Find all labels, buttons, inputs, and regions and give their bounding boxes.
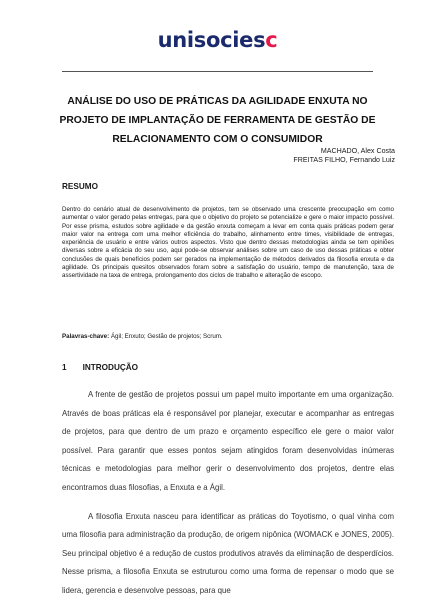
logo-accent-letter: c	[265, 28, 278, 52]
paper-title	[48, 92, 387, 149]
abstract-heading: RESUMO	[62, 182, 98, 191]
body-paragraph: A filosofia Enxuta nasceu para identificar as práticas do Toyotismo, o qual vinha com uma filosofia para administração da produção, de origem nipônica (WOMACK e JONES, 2005). Seu principal objetivo é a redução de custos produtivos através da eliminação de desperdícios. Nesse prisma, a filosofia Enxuta se estruturou como uma forma de repensar o modo que se lidera, gerencia e desenvolve pessoas, para que	[62, 511, 394, 595]
keywords-value: Ágil; Enxuto; Gestão de projetos; Scrum.	[110, 333, 223, 340]
keywords	[62, 333, 394, 340]
author-name: MACHADO, Alex Costa	[320, 147, 395, 155]
author-list	[293, 147, 395, 165]
author-name: FREITAS FILHO, Fernando Luiz	[293, 156, 395, 164]
institution-logo	[0, 28, 435, 52]
title-line: RELACIONAMENTO COM O CONSUMIDOR	[112, 134, 323, 145]
keywords-label: Palavras-chave:	[62, 333, 110, 340]
title-line: PROJETO DE IMPLANTAÇÃO DE FERRAMENTA DE GESTÃO DE	[59, 115, 376, 126]
logo-wordmark: unisocies	[157, 28, 266, 52]
header-divider	[62, 71, 373, 72]
abstract-text: Dentro do cenário atual de desenvolvimento de projetos, tem se observado uma crescente preocupação em como aumentar o valor gerado pelas entregas, para que o objetivo do projeto se potencialize e gere o maior impacto possível. Por esse prisma, estudos sobre agilidade e da gestão enxuta começam a levar em conta quais práticas podem gerar maior valor na entrega com uma melhor eficiência do trabalho, alinhamento entre times, visibilidade de entregas, experiência de usuário e entre vários outros aspectos. Visto que dentro dessas metodologias ainda se tem opiniões diversas sobre a eficácia do seu uso, aqui pode-se observar análises sobre um caso de uso dessas práticas e obter conclusões de quais benefícios podem ser gerados na implementação de métodos derivados da filosofia enxuta e da agilidade. Os principais quesitos observados foram sobre a satisfação do usuário, tempo de manutenção, taxa de assertividade na taxa de entrega, prolongamento dos ciclos de trabalho e alteração de escopo.	[62, 206, 394, 280]
title-line: ANÁLISE DO USO DE PRÁTICAS DA AGILIDADE ENXUTA NO	[67, 96, 368, 107]
section-title: INTRODUÇÃO	[82, 363, 139, 372]
section-number: 1	[62, 363, 67, 372]
section-body	[62, 386, 394, 611]
body-paragraph: A frente de gestão de projetos possui um papel muito importante em uma organização. Através de boas práticas ela é responsável por planejar, executar e acompanhar as entregas de projetos, para que dentro de um prazo e orçamento específico ele gere o maior valor possível. Para garantir que esses pontos sejam atingidos foram desenvolvidas inúmeras técnicas e metodologias para melhor gerir o desenvolvimento dos projetos, dentre elas encontramos duas filosofias, a Enxuta e a Ágil.	[62, 390, 394, 492]
section-heading-introduction	[62, 363, 138, 372]
